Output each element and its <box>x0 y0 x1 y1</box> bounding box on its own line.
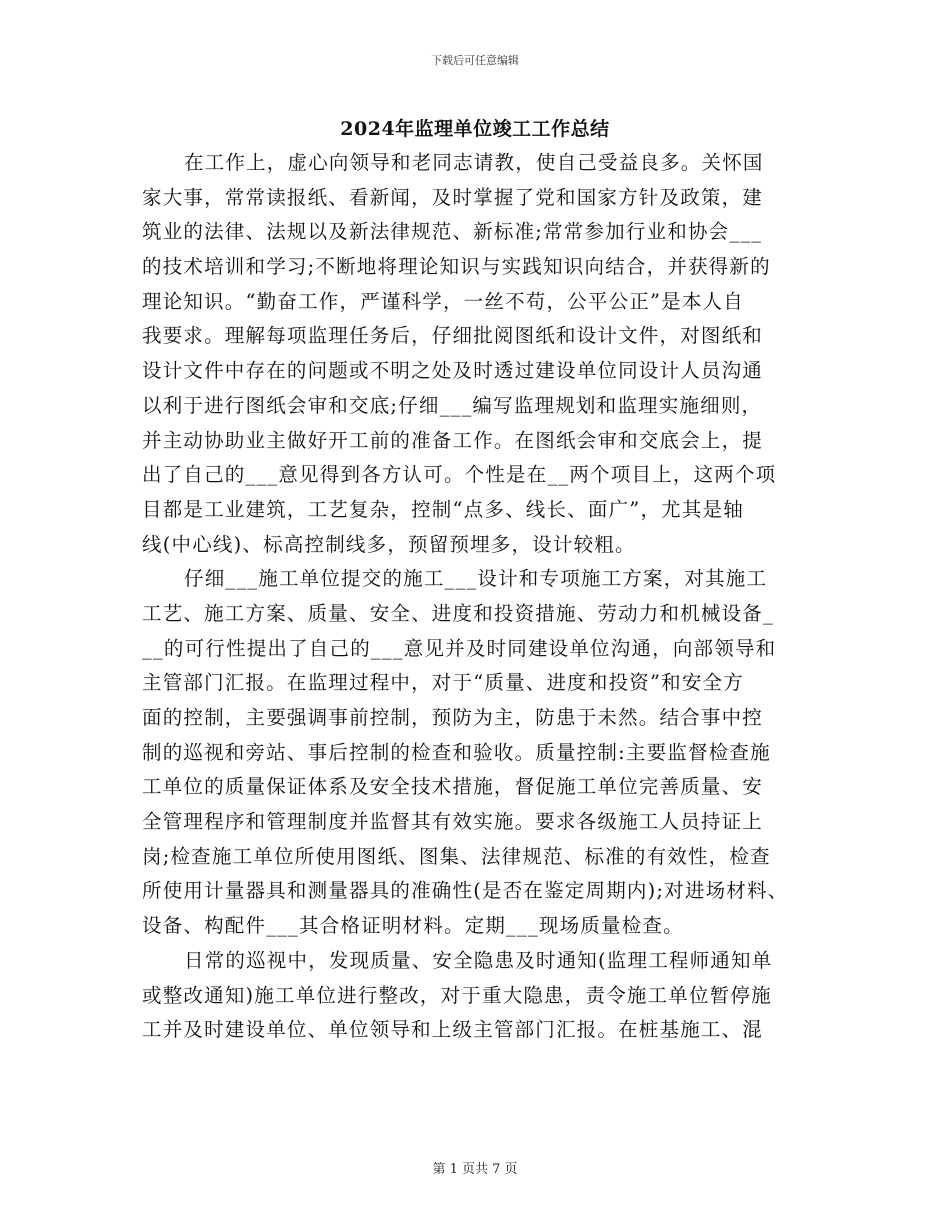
body-line: 所使用计量器具和测量器具的准确性(是否在鉴定周期内);对进场材料、 <box>142 879 789 903</box>
body-line: 工单位的质量保证体系及安全技术措施，督促施工单位完善质量、安 <box>142 775 764 799</box>
body-line: 出了自己的___意见得到各方认可。个性是在__两个项目上，这两个项 <box>142 463 777 487</box>
body-line: 在工作上，虚心向领导和老同志请教，使自己受益良多。关怀国 <box>184 151 764 174</box>
body-line: 制的巡视和旁站、事后控制的检查和验收。质量控制:主要监督检查施 <box>142 740 771 764</box>
body-line: 全管理程序和管理制度并监督其有效实施。要求各级施工人员持证上 <box>142 810 764 834</box>
body-line: 理论知识。“勤奋工作，严谨科学，一丝不苟，公平公正”是本人自 <box>142 289 744 313</box>
header-note: 下载后可任意编辑 <box>431 54 519 67</box>
body-line: 日常的巡视中，发现质量、安全隐患及时通知(监理工程师通知单 <box>184 948 773 972</box>
body-line: 的技术培训和学习;不断地将理论知识与实践知识向结合，并获得新的 <box>142 255 771 279</box>
body-line: 仔细___施工单位提交的施工___设计和专项施工方案，对其施工 <box>184 567 768 591</box>
document-body <box>142 146 812 1048</box>
body-line: 设计文件中存在的问题或不明之处及时透过建设单位同设计人员沟通 <box>142 359 764 383</box>
body-line: 面的控制，主要强调事前控制，预防为主，防患于未然。结合事中控 <box>142 706 764 729</box>
body-line: 筑业的法律、法规以及新法律规范、新标准;常常参加行业和协会___ <box>142 220 763 244</box>
page-number: 第 1 页共 7 页 <box>432 1162 518 1177</box>
body-line: 线(中心线)、标高控制线多，预留预埋多，设计较粗。 <box>142 532 636 556</box>
body-line: 设备、构配件___其合格证明材料。定期___现场质量检查。 <box>142 914 684 938</box>
body-line: 工艺、施工方案、质量、安全、进度和投资措施、劳动力和机械设备_ <box>142 601 774 625</box>
body-line: 目都是工业建筑，工艺复杂，控制“点多、线长、面广”，尤其是轴 <box>142 497 744 521</box>
body-line: 岗;检查施工单位所使用图纸、图集、法律规范、标准的有效性，检查 <box>142 844 771 868</box>
body-line: 家大事，常常读报纸、看新闻，及时掌握了党和国家方针及政策，建 <box>142 185 764 209</box>
body-line: 以利于进行图纸会审和交底;仔细___编写监理规划和监理实施细则， <box>142 393 763 417</box>
body-line: 并主动协助业主做好开工前的准备工作。在图纸会审和交底会上，提 <box>142 428 764 452</box>
body-line: 我要求。理解每项监理任务后，仔细批阅图纸和设计文件，对图纸和 <box>142 324 764 348</box>
body-line: __的可行性提出了自己的___意见并及时同建设单位沟通，向部领导和 <box>142 636 777 660</box>
body-line: 或整改通知)施工单位进行整改，对于重大隐患，责令施工单位暂停施 <box>142 983 772 1007</box>
body-line: 工并及时建设单位、单位领导和上级主管部门汇报。在桩基施工、混 <box>142 1018 764 1042</box>
body-line: 主管部门汇报。在监理过程中，对于“质量、进度和投资”和安全方 <box>142 671 744 695</box>
document-title: 2024年监理单位竣工工作总结 <box>340 118 610 140</box>
